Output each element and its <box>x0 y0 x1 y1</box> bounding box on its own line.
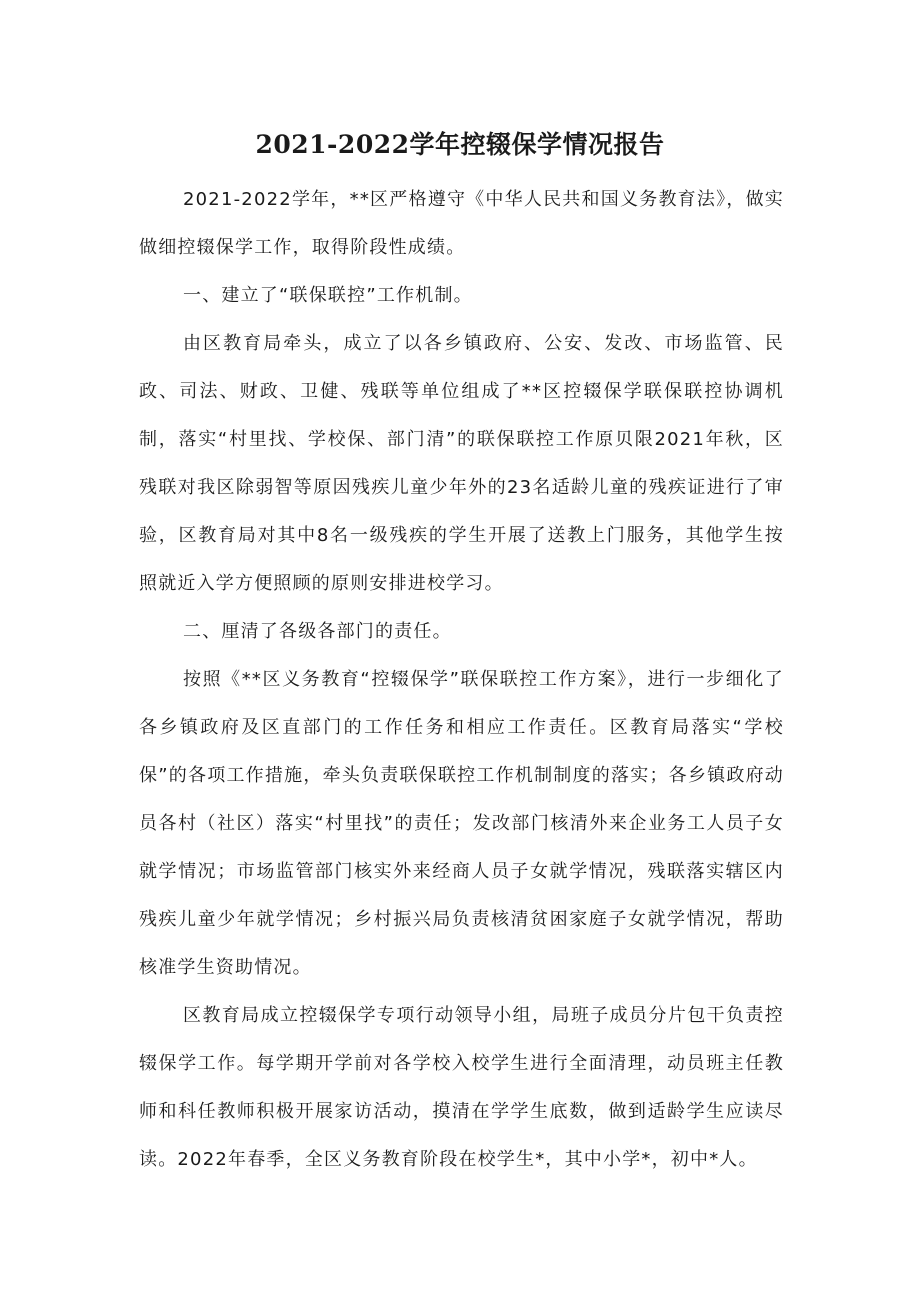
document-body <box>139 176 784 1184</box>
document-title: 2021-2022学年控辍保学情况报告 <box>255 129 665 159</box>
paragraph-leadership: 区教育局成立控辍保学专项行动领导小组，局班子成员分片包干负责控辍保学工作。每学期开学前对各学校入校学生进行全面清理，动员班主任教师和科任教师积极开展家访活动，摸清在学学生底数，做到适龄学生应读尽读。2022年春季，全区义务教育阶段在校学生*，其中小学*，初中*人。 <box>139 1005 784 1170</box>
paragraph-responsibilities: 按照《**区义务教育“控辍保学”联保联控工作方案》，进行一步细化了各乡镇政府及区直部门的工作任务和相应工作责任。区教育局落实“学校保”的各项工作措施，牵头负责联保联控工作机制制度的落实；各乡镇政府动员各村（社区）落实“村里找”的责任；发改部门核清外来企业务工人员子女就学情况；市场监管部门核实外来经商人员子女就学情况，残联落实辖区内残疾儿童少年就学情况；乡村振兴局负责核清贫困家庭子女就学情况，帮助核准学生资助情况。 <box>139 669 784 978</box>
section-heading-2: 二、厘清了各级各部门的责任。 <box>183 621 452 642</box>
paragraph-intro: 2021-2022学年，**区严格遵守《中华人民共和国义务教育法》，做实做细控辍保学工作，取得阶段性成绩。 <box>139 189 784 258</box>
section-heading-1: 一、建立了“联保联控”工作机制。 <box>183 285 473 306</box>
paragraph-mechanism: 由区教育局牵头，成立了以各乡镇政府、公安、发改、市场监管、民政、司法、财政、卫健、残联等单位组成了**区控辍保学联保联控协调机制，落实“村里找、学校保、部门清”的联保联控工作原贝限2021年秋，区残联对我区除弱智等原因残疾儿童少年外的23名适龄儿童的残疾证进行了审验，区教育局对其中8名一级残疾的学生开展了送教上门服务，其他学生按照就近入学方便照顾的原则安排进校学习。 <box>139 333 784 594</box>
